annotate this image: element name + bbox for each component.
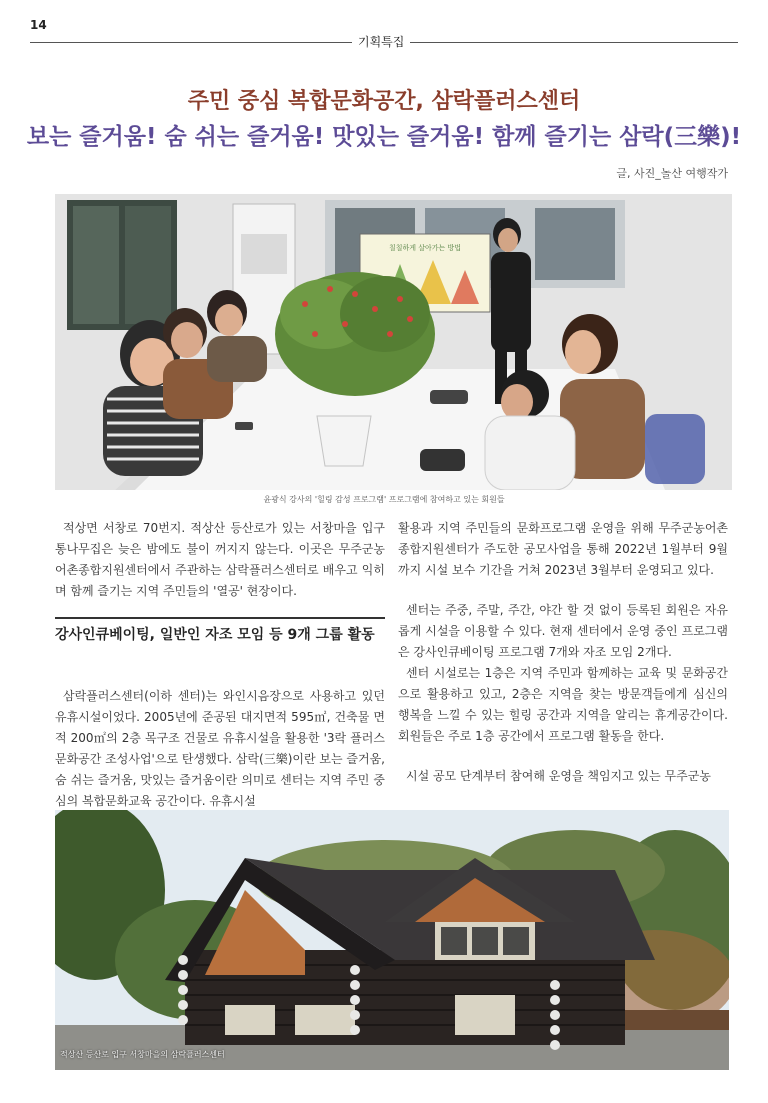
- right-paragraph-1: 활용과 지역 주민들의 문화프로그램 운영을 위해 무주군농어촌종합지원센터가 주도한 공모사업을 통해 2022년 1월부터 9월까지 시설 보수 기간을 거쳐 2023년 3월부터 운영되고 있다.: [398, 521, 728, 577]
- section-tag: 기획특집: [352, 33, 410, 50]
- page-title: 주민 중심 복합문화공간, 삼락플러스센터: [187, 89, 581, 114]
- byline: 글, 사진_놀산 여행작가: [616, 167, 728, 180]
- right-column: [398, 518, 728, 787]
- right-paragraph-3: 센터 시설로는 1층은 지역 주민과 함께하는 교육 및 문화공간으로 활용하고 있고, 2층은 지역을 찾는 방문객들에게 심신의 행복을 느낄 수 있는 힐링 공간과 지역을 알리는 휴게공간이다. 회원들은 주로 1층 공간에서 프로그램 활동을 한다.: [398, 666, 728, 743]
- classroom-photo: [55, 194, 732, 490]
- photo-caption-2: 적상산 등산로 입구 서창마을의 삼락플러스센터: [60, 1050, 225, 1059]
- page-subtitle: 보는 즐거움! 숨 쉬는 즐거움! 맛있는 즐거움! 함께 즐기는 삼락(三樂)!: [26, 124, 742, 150]
- board-text: 칠칠하게 살아가는 방법: [388, 244, 462, 252]
- log-house-illustration: [55, 810, 729, 1070]
- intro-paragraph: [55, 518, 385, 602]
- right-paragraph-2: 센터는 주중, 주말, 주간, 야간 할 것 없이 등록된 회원은 자유롭게 시설을 이용할 수 있다. 현재 센터에서 운영 중인 프로그램은 강사인큐베이팅 프로그램 7개와 자조 모임 2개다.: [398, 603, 728, 659]
- intro-text: 적상면 서창로 70번지. 적상산 등산로가 있는 서창마을 입구 통나무집은 늦은 밤에도 불이 꺼지지 않는다. 이곳은 무주군농어촌종합지원센터에서 주관하는 삼락플러스센터로 배우고 익히며 함께 즐기는 지역 주민들의 '열공' 현장이다.: [55, 521, 385, 598]
- body-text: 삼락플러스센터(이하 센터)는 와인시음장으로 사용하고 있던 유휴시설이었다. 2005년에 준공된 대지면적 595㎡, 건축물 면적 200㎡의 2층 목구조 건물로 유휴시설을 활용한 '3락 플러스 문화공간 조성사업'으로 탄생했다. 삼락(三樂)이란 보는 즐거움, 숨 쉬는 즐거움, 맛있는 즐거움이란 의미로 센터는 지역 주민 중심의 복합문화교육 공간이다. 유휴시설: [55, 689, 385, 808]
- log-house-photo: [55, 810, 729, 1070]
- section-subheading: 강사인큐베이팅, 일반인 자조 모임 등 9개 그룹 활동: [55, 617, 385, 645]
- body-paragraph: [55, 686, 385, 812]
- right-paragraph-4: 시설 공모 단계부터 참여해 운영을 책임지고 있는 무주군농: [406, 769, 711, 783]
- photo-caption: 윤광식 강사의 '힐링 감성 프로그램' 프로그램에 참여하고 있는 회원들: [263, 495, 505, 504]
- page-number: 14: [30, 18, 47, 32]
- classroom-illustration: [55, 194, 732, 490]
